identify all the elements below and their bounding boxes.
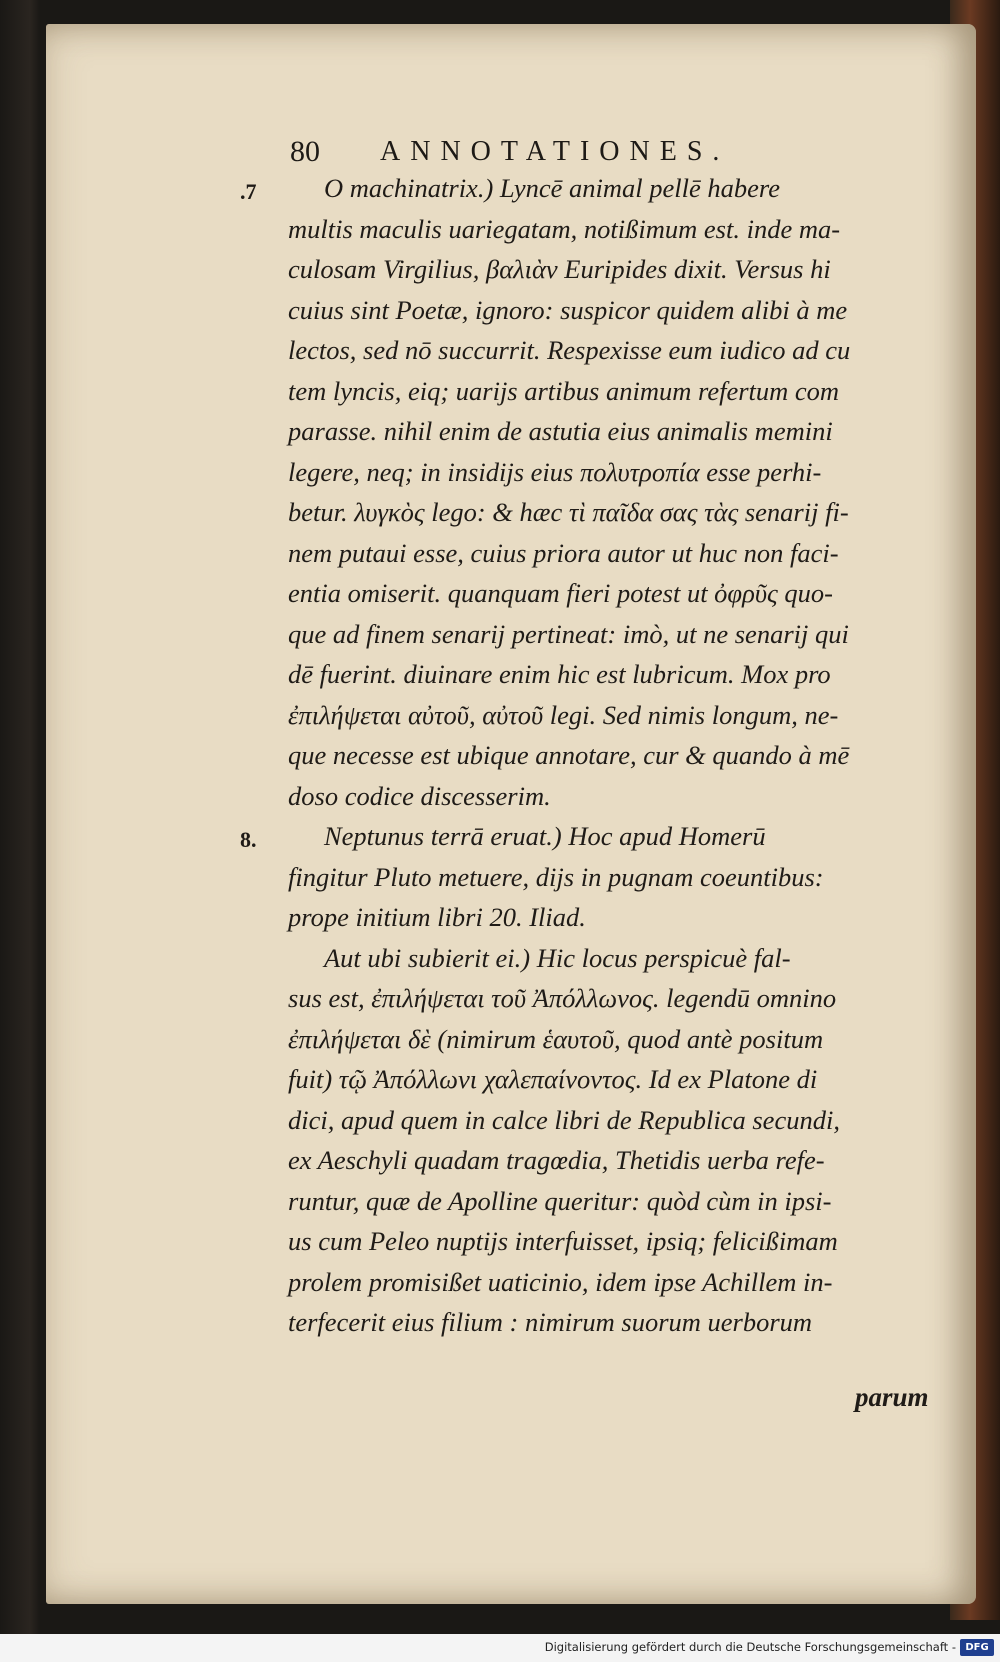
text-line: entia omiserit. quanquam fieri potest ut ὀφρῦς quo- bbox=[288, 578, 833, 608]
text-line: fuit) τῷ Ἀπόλλωνι χαλεπαίνοντος. Id ex Platone di bbox=[288, 1064, 818, 1094]
catchword: parum bbox=[855, 1382, 929, 1412]
paragraph-8 bbox=[240, 816, 958, 938]
marginal-number: .7 bbox=[240, 179, 257, 204]
paragraph-7 bbox=[240, 168, 958, 816]
running-head-title: ANNOTATIONES. bbox=[380, 136, 730, 167]
text-line: tem lyncis, eiq; uarijs artibus animum refertum com bbox=[288, 375, 840, 406]
text-line: culosam Virgilius, βαλιὰν Euripides dixit. Versus hi bbox=[288, 254, 831, 284]
text-line: fingitur Pluto metuere, dijs in pugnam coeuntibus: bbox=[288, 861, 824, 892]
text-line: ἐπιλήψεται δὲ (nimirum ἑαυτοῦ, quod antè positum bbox=[288, 1023, 824, 1054]
text-line: prolem promisißet uaticinio, idem ipse Achillem in- bbox=[288, 1266, 833, 1297]
running-head bbox=[290, 132, 850, 172]
marginal-number: 8. bbox=[240, 827, 257, 852]
text-line: terfecerit eius filium : nimirum suorum uerborum bbox=[288, 1307, 813, 1337]
text-line: que necesse est ubique annotare, cur & quando à mē bbox=[288, 740, 850, 770]
annotation-text bbox=[240, 168, 958, 1343]
text-line: ἐπιλήψεται αὐτοῦ, αὐτοῦ legi. Sed nimis longum, ne- bbox=[288, 699, 839, 730]
text-line: dē fuerint. diuinare enim hic est lubricum. Mox pro bbox=[288, 659, 831, 689]
text-line: dici, apud quem in calce libri de Republica secundi, bbox=[288, 1104, 840, 1135]
text-line: nem putaui esse, cuius priora autor ut huc non faci- bbox=[288, 537, 839, 568]
paragraph-9 bbox=[288, 938, 958, 1343]
text-line: legere, neq; in insidijs eius πολυτροπία esse perhi- bbox=[288, 456, 822, 487]
text-line: doso codice discesserim. bbox=[288, 780, 551, 811]
text-line: runtur, quæ de Apolline queritur: quòd cùm in ipsi- bbox=[288, 1185, 832, 1216]
text-line: que ad finem senarij pertineat: imò, ut ne senarij qui bbox=[288, 618, 849, 649]
text-line: Aut ubi subierit ei.) Hic locus perspicuè fal- bbox=[324, 942, 791, 973]
text-line: us cum Peleo nuptijs interfuisset, ipsiq; felicißimam bbox=[288, 1226, 838, 1256]
text-line: Neptunus terrā eruat.) Hoc apud Homerū bbox=[324, 821, 766, 851]
text-line: O machinatrix.) Lyncē animal pellē habere bbox=[324, 173, 780, 203]
text-line: betur. λυγκὸς lego: & hæc τὶ παῖδα σας τὰς senarij fi- bbox=[288, 497, 849, 527]
footer-credit: Digitalisierung gefördert durch die Deutsche Forschungsgemeinschaft - bbox=[544, 1640, 956, 1654]
text-line: sus est, ἐπιλήψεται τοῦ Ἀπόλλωνος. legendū omnino bbox=[288, 983, 837, 1013]
page-number: 80 bbox=[290, 135, 320, 168]
dfg-logo-icon: DFG bbox=[960, 1639, 994, 1656]
footer-bar bbox=[0, 1634, 1000, 1662]
text-line: ex Aeschyli quadam tragœdia, Thetidis uerba refe- bbox=[288, 1145, 825, 1175]
text-line: prope initium libri 20. Iliad. bbox=[288, 902, 586, 932]
text-line: multis maculis uariegatam, notißimum est. inde ma- bbox=[288, 213, 841, 244]
text-line: cuius sint Poetæ, ignoro: suspicor quidem alibi à me bbox=[288, 294, 848, 325]
text-line: parasse. nihil enim de astutia eius animalis memini bbox=[288, 416, 833, 446]
text-line: lectos, sed nō succurrit. Respexisse eum iudico ad cu bbox=[288, 335, 851, 365]
